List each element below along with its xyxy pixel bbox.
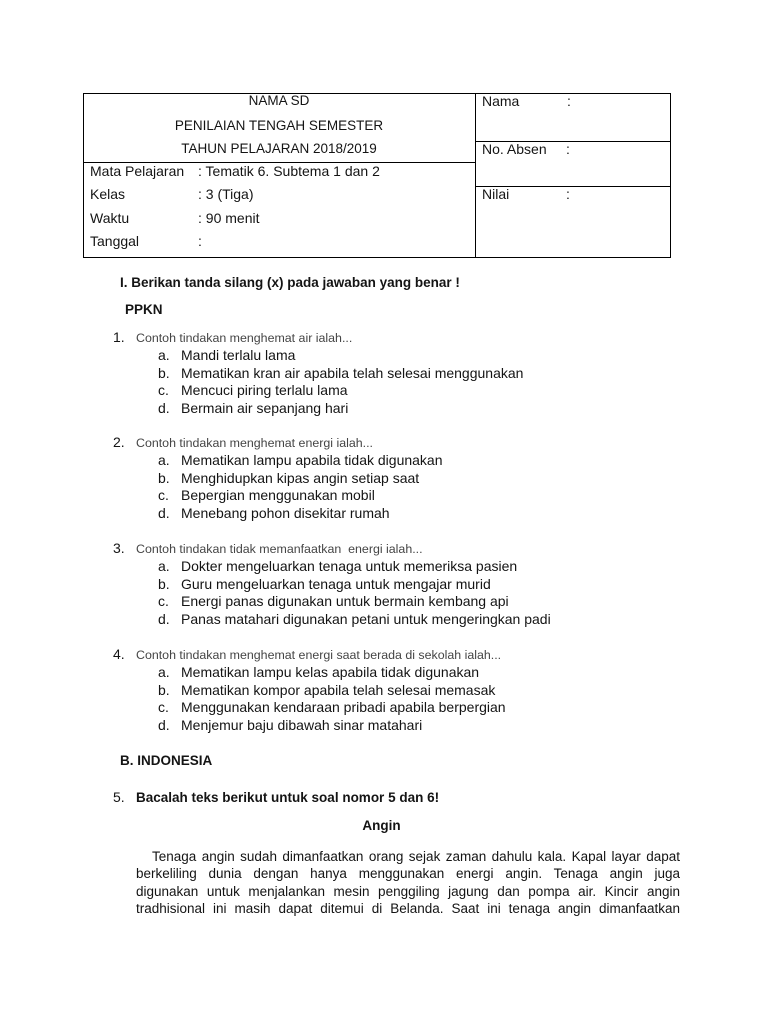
option-text: Mematikan lampu apabila tidak digunakan [181, 451, 443, 468]
field-colon-name: : [567, 93, 571, 109]
reading-line: tradhisional ini masih dapat ditemui di Belanda. Saat ini tenaga angin dimanfaatkan [136, 901, 680, 917]
info-label-subject: Mata Pelajaran [90, 163, 185, 179]
option-letter: d. [158, 611, 170, 627]
question-number: 3. [113, 540, 125, 556]
option-letter: d. [158, 400, 170, 416]
option-text: Panas matahari digunakan petani untuk mengeringkan padi [181, 611, 551, 627]
option-text: Guru mengeluarkan tenaga untuk mengajar murid [181, 575, 491, 592]
option-text: Bepergian menggunakan mobil [181, 487, 375, 504]
field-label-absen: No. Absen [482, 141, 547, 157]
subject-heading-ppkn: PPKN [125, 302, 163, 317]
option-letter: c. [158, 487, 169, 504]
reading-passage [136, 848, 680, 918]
option-text: Mandi terlalu lama [181, 346, 296, 363]
option-d [113, 400, 673, 418]
option-c [113, 593, 673, 611]
column-divider [475, 94, 476, 257]
question-text: Contoh tindakan menghemat air ialah... [136, 331, 353, 345]
question-3 [113, 540, 673, 629]
info-value-time: : 90 menit [198, 210, 260, 226]
question-1 [113, 329, 673, 418]
option-letter: a. [158, 663, 170, 680]
subject-heading-indonesia: B. INDONESIA [120, 753, 213, 768]
option-letter: c. [158, 699, 169, 716]
option-b [113, 576, 673, 594]
option-text: Dokter mengeluarkan tenaga untuk memeriksa pasien [181, 557, 518, 574]
option-text: Mematikan kran air apabila telah selesai menggunakan [181, 364, 524, 381]
question-number: 4. [113, 646, 125, 662]
option-d [113, 611, 673, 629]
question-5 [113, 788, 439, 807]
reading-line: berkeliling dunia dengan hanya menggunakan energi angin. Tenaga angin juga [136, 866, 680, 882]
field-colon-score: : [566, 186, 570, 202]
field-colon-absen: : [566, 141, 570, 157]
option-c [113, 382, 673, 400]
reading-line: Tenaga angin sudah dimanfaatkan orang sejak zaman dahulu kala. Kapal layar dapat [152, 849, 680, 864]
option-letter: c. [158, 593, 169, 610]
question-text: Bacalah teks berikut untuk soal nomor 5 dan 6! [136, 790, 440, 805]
option-text: Menjemur baju dibawah sinar matahari [181, 717, 423, 733]
question-4 [113, 646, 673, 735]
question-number: 2. [113, 434, 125, 450]
info-value-class: : 3 (Tiga) [198, 186, 254, 202]
option-d [113, 717, 673, 735]
option-a [113, 664, 673, 682]
option-b [113, 365, 673, 383]
question-text: Contoh tindakan tidak memanfaatkan energi ialah... [136, 542, 423, 556]
question-number: 5. [113, 789, 125, 805]
option-letter: a. [158, 346, 170, 363]
option-letter: a. [158, 451, 170, 468]
option-text: Mematikan lampu kelas apabila tidak digunakan [181, 663, 480, 680]
field-label-name: Nama [482, 93, 520, 109]
exam-title: PENILAIAN TENGAH SEMESTER [174, 118, 384, 133]
option-text: Energi panas digunakan untuk bermain kembang api [181, 593, 509, 610]
option-text: Mencuci piring terlalu lama [181, 382, 348, 399]
option-c [113, 699, 673, 717]
option-letter: a. [158, 557, 170, 574]
field-label-score: Nilai [482, 186, 510, 202]
option-text: Bermain air sepanjang hari [181, 400, 349, 416]
instruction: I. Berikan tanda silang (x) pada jawaban yang benar ! [120, 275, 460, 290]
info-label-class: Kelas [90, 186, 126, 202]
option-letter: d. [158, 717, 170, 733]
option-d [113, 505, 673, 523]
option-letter: b. [158, 681, 170, 698]
option-a [113, 347, 673, 365]
question-text: Contoh tindakan menghemat energi saat berada di sekolah ialah... [136, 648, 502, 662]
info-value-subject: : Tematik 6. Subtema 1 dan 2 [198, 163, 380, 179]
option-c [113, 487, 673, 505]
option-letter: b. [158, 575, 170, 592]
option-letter: b. [158, 364, 170, 381]
info-label-time: Waktu [90, 210, 130, 226]
question-2 [113, 434, 673, 523]
option-letter: d. [158, 505, 170, 521]
option-a [113, 452, 673, 470]
reading-line: digunakan untuk menjalankan mesin penggiling jagung dan pompa air. Kincir angin [136, 883, 680, 899]
option-text: Mematikan kompor apabila telah selesai memasak [181, 681, 496, 698]
school-name: NAMA SD [248, 93, 310, 108]
option-a [113, 558, 673, 576]
question-number: 1. [113, 329, 125, 345]
question-text: Contoh tindakan menghemat energi ialah... [136, 436, 373, 450]
option-letter: b. [158, 469, 170, 486]
option-text: Menebang pohon disekitar rumah [181, 505, 390, 521]
option-text: Menggunakan kendaraan pribadi apabila berpergian [181, 699, 506, 716]
info-label-date: Tanggal [90, 233, 140, 249]
option-b [113, 470, 673, 488]
info-value-date: : [198, 233, 202, 249]
option-text: Menghidupkan kipas angin setiap saat [181, 469, 420, 486]
option-b [113, 682, 673, 700]
reading-title: Angin [362, 818, 401, 833]
academic-year: TAHUN PELAJARAN 2018/2019 [181, 141, 377, 156]
option-letter: c. [158, 382, 169, 399]
